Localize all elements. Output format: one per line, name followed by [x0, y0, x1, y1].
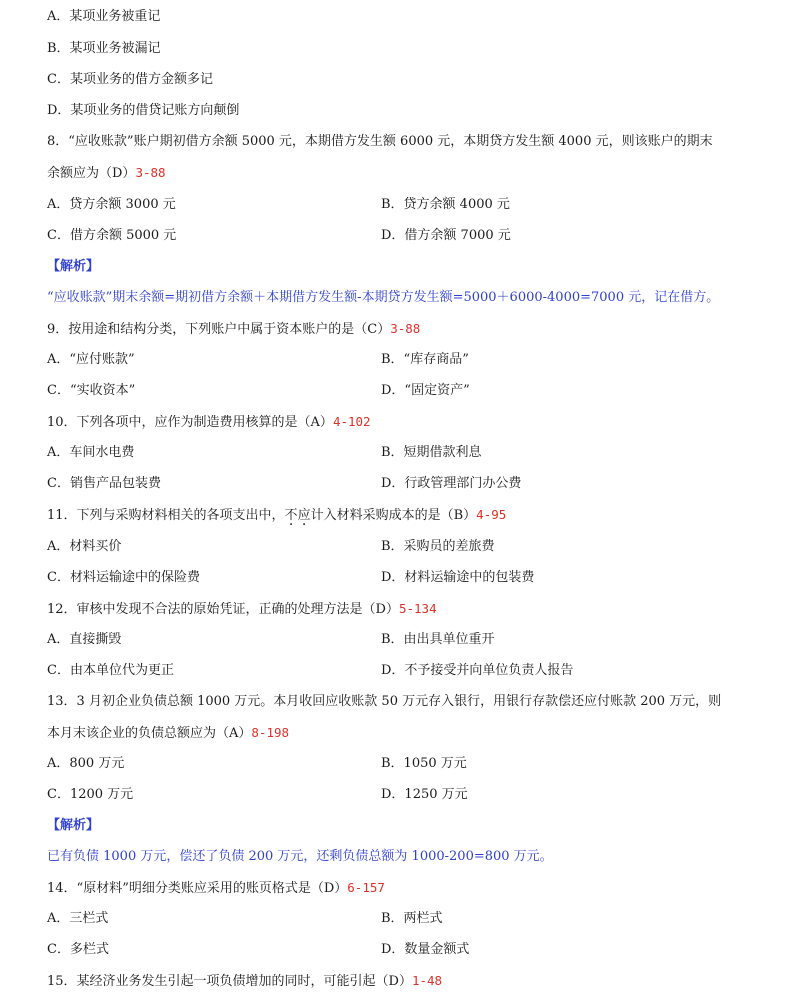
q12-page-ref: 5-134 [398, 601, 437, 616]
q7-option-a: A．某项业务被重记 [47, 9, 161, 24]
q13-option-c: C．1200 万元 [47, 787, 134, 802]
q10-option-b: B．短期借款利息 [381, 445, 482, 460]
q8-option-d: D．借方余额 7000 元 [381, 228, 511, 243]
q12-option-c: C．由本单位代为更正 [47, 663, 174, 678]
q11-page-ref: 4-95 [476, 507, 507, 522]
q8-stem-text: 余额应为（D） [47, 166, 136, 181]
q13-analysis-tag: 【解析】 [47, 818, 100, 833]
q14-option-d: D．数量金额式 [381, 942, 470, 957]
q14-stem [47, 879, 385, 898]
q10-page-ref: 4-102 [332, 414, 371, 429]
q12-option-d: D．不予接受并向单位负责人报告 [381, 663, 574, 678]
q8-page-ref: 3-88 [135, 165, 166, 180]
q8-option-a: A．贷方余额 3000 元 [47, 197, 176, 212]
q13-stem-line1: 13．3 月初企业负债总额 1000 万元。本月收回应收账款 50 万元存入银行，用银行存款偿还应付账款 200 万元，则 [47, 694, 722, 709]
q15-stem-text: 15．某经济业务发生引起一项负债增加的同时，可能引起（D） [47, 974, 412, 989]
q8-option-c: C．借方余额 5000 元 [47, 228, 177, 243]
q12-option-b: B．由出具单位重开 [381, 632, 495, 647]
q9-page-ref: 3-88 [390, 321, 421, 336]
q15-page-ref: 1-48 [411, 973, 443, 988]
q12-option-a: A．直接撕毁 [47, 632, 122, 647]
q9-stem [47, 320, 420, 339]
q12-stem [47, 600, 437, 619]
q13-option-d: D．1250 万元 [381, 787, 468, 802]
q11-option-a: A．材料买价 [47, 539, 122, 554]
q9-stem-text: 9．按用途和结构分类，下列账户中属于资本账户的是（C） [47, 322, 391, 337]
q11-option-c: C．材料运输途中的保险费 [47, 570, 200, 585]
q7-option-b: B．某项业务被漏记 [47, 41, 161, 56]
q10-option-d: D．行政管理部门办公费 [381, 476, 522, 491]
q13-option-a: A．800 万元 [47, 756, 125, 771]
q14-page-ref: 6-157 [347, 880, 385, 895]
q10-option-a: A．车间水电费 [47, 445, 135, 460]
q10-option-c: C．销售产品包装费 [47, 476, 161, 491]
q11-option-d: D．材料运输途中的包装费 [381, 570, 535, 585]
q9-option-a: A．“应付账款” [47, 352, 135, 367]
q8-analysis-tag: 【解析】 [47, 259, 100, 274]
q11-stem [47, 506, 506, 525]
q14-option-c: C．多栏式 [47, 942, 109, 957]
q11-emphasis-char-1: 不 [284, 508, 298, 523]
q12-stem-text: 12．审核中发现不合法的原始凭证，正确的处理方法是（D） [47, 602, 399, 617]
q7-option-c: C．某项业务的借方金额多记 [47, 72, 213, 87]
q14-stem-text: 14．“原材料”明细分类账应采用的账页格式是（D） [47, 881, 348, 896]
q11-option-b: B．采购员的差旅费 [381, 539, 495, 554]
q9-option-d: D．“固定资产” [381, 383, 470, 398]
q7-option-d: D．某项业务的借贷记账方向颠倒 [47, 103, 240, 118]
q8-option-b: B．贷方余额 4000 元 [381, 197, 510, 212]
q9-option-c: C．“实收资本” [47, 383, 136, 398]
q10-stem-text: 10．下列各项中，应作为制造费用核算的是（A） [47, 415, 333, 430]
q10-stem [47, 413, 371, 432]
q8-stem-line1: 8．“应收账款”账户期初借方余额 5000 元，本期借方发生额 6000 元，本期贷方发生额 4000 元，则该账户的期末 [47, 134, 713, 149]
q11-stem-pre: 11．下列与采购材料相关的各项支出中， [47, 508, 285, 523]
q9-option-b: B．“库存商品” [381, 352, 469, 367]
q13-stem-line2 [47, 724, 289, 743]
q13-analysis-text: 已有负债 1000 万元，偿还了负债 200 万元，还剩负债总额为 1000-200=800 万元。 [47, 849, 553, 864]
q13-option-b: B．1050 万元 [381, 756, 467, 771]
q11-stem-post: 计入材料采购成本的是（B） [310, 508, 477, 523]
q11-emphasis-char-2: 应 [297, 508, 311, 523]
q13-stem-text: 本月末该企业的负债总额应为（A） [47, 726, 252, 741]
q14-option-b: B．两栏式 [381, 911, 443, 926]
q8-stem-line2 [47, 164, 166, 183]
q15-stem [47, 972, 442, 991]
q8-analysis-text: “应收账款”期末余额=期初借方余额＋本期借方发生额-本期贷方发生额=5000＋6000-4000=7000 元，记在借方。 [47, 290, 720, 305]
q14-option-a: A．三栏式 [47, 911, 109, 926]
q13-page-ref: 8-198 [251, 725, 290, 740]
